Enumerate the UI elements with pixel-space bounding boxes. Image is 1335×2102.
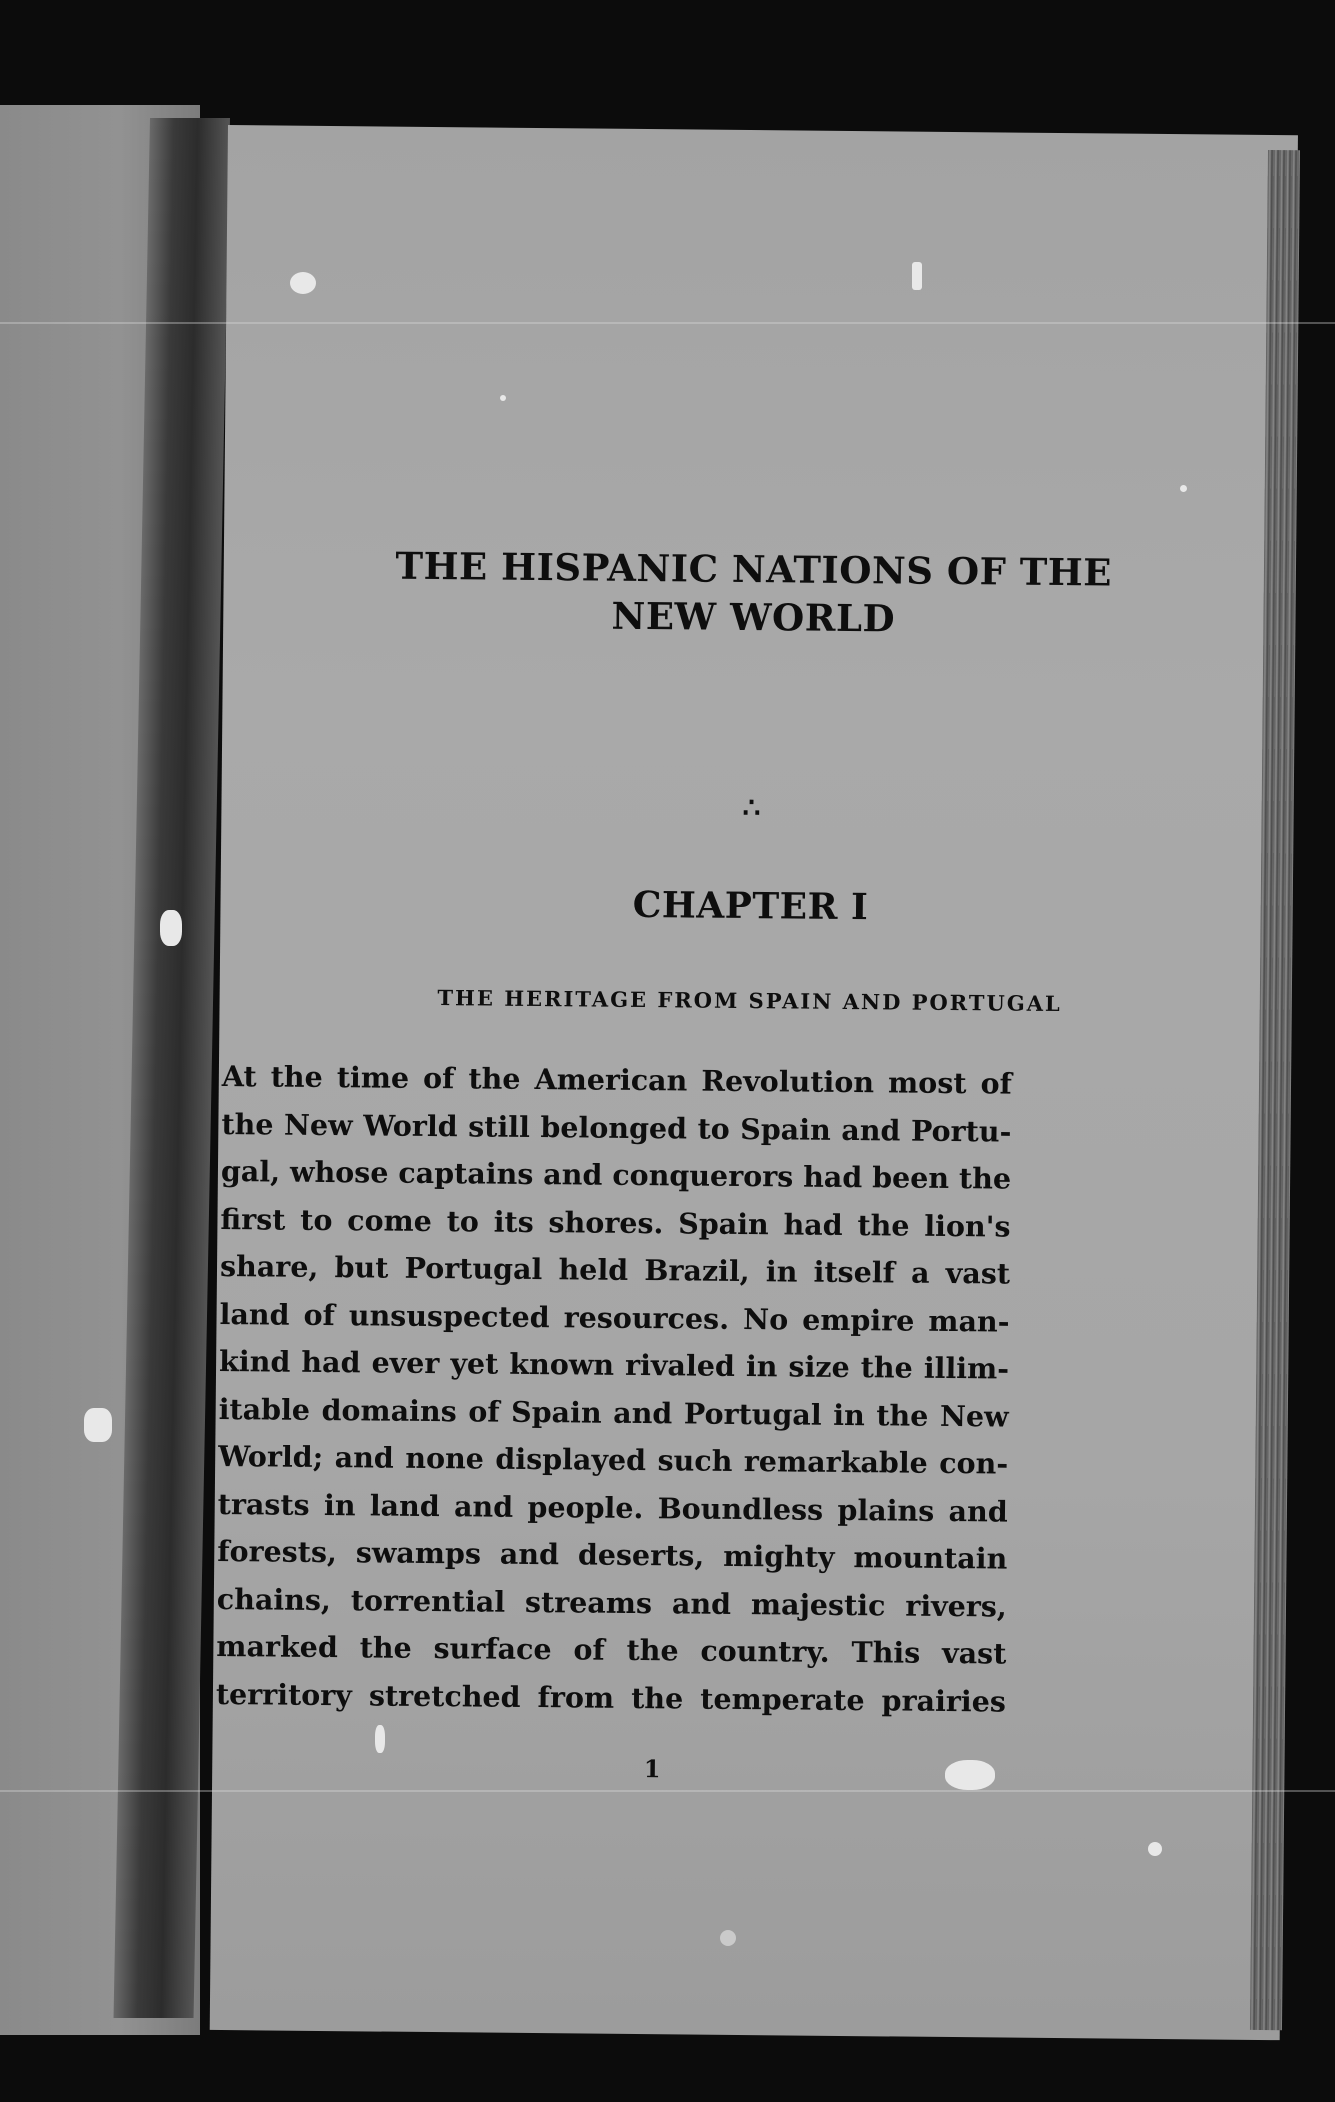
dust-speck <box>160 910 182 946</box>
body-line: At the time of the American Revolution most of <box>221 1058 1012 1101</box>
body-line: gal, whose captains and conquerors had been the <box>220 1153 1012 1196</box>
chapter-title: THE HERITAGE FROM SPAIN AND PORTUGAL <box>437 985 1062 1017</box>
dust-speck <box>945 1760 995 1790</box>
book-title-line-2: NEW WORLD <box>611 593 896 641</box>
dust-speck <box>1148 1842 1162 1856</box>
dust-speck <box>290 272 316 294</box>
dust-speck <box>500 395 506 401</box>
ornament-dots: ∴ <box>742 790 761 825</box>
body-line: the New World still belonged to Spain and Portu- <box>221 1106 1012 1149</box>
scan-artifact-line <box>0 322 1335 324</box>
body-line: kind had ever yet known rivaled in size the illim- <box>218 1343 1010 1386</box>
body-paragraph <box>216 1053 1012 1726</box>
body-line: first to come to its shores. Spain had the lion's <box>220 1201 1011 1244</box>
chapter-heading: CHAPTER I <box>632 883 869 929</box>
body-line: chains, torrential streams and majestic rivers, <box>216 1581 1007 1624</box>
dust-speck <box>912 262 922 290</box>
body-line: World; and none displayed such remarkable con- <box>218 1438 1009 1481</box>
body-line: marked the surface of the country. This vast <box>216 1628 1007 1671</box>
dust-speck <box>720 1930 736 1946</box>
body-line: land of unsuspected resources. No empire man- <box>219 1296 1010 1339</box>
body-line: trasts in land and people. Boundless plains and <box>217 1486 1008 1529</box>
book-title-line-1: THE HISPANIC NATIONS OF THE <box>395 543 1113 595</box>
page-content <box>210 125 1298 2040</box>
scan-artifact-line <box>0 1790 1335 1792</box>
dust-speck <box>84 1408 112 1442</box>
body-line: forests, swamps and deserts, mighty mountain <box>217 1533 1008 1576</box>
book-page <box>210 125 1298 2040</box>
body-line: territory stretched from the temperate prairies <box>215 1676 1007 1719</box>
body-line: itable domains of Spain and Portugal in the New <box>218 1391 1009 1434</box>
body-line: share, but Portugal held Brazil, in itself a vast <box>219 1248 1011 1291</box>
page-number: 1 <box>643 1754 661 1784</box>
book-title <box>263 540 1244 645</box>
dust-speck <box>375 1725 385 1753</box>
dust-speck <box>1180 485 1187 492</box>
